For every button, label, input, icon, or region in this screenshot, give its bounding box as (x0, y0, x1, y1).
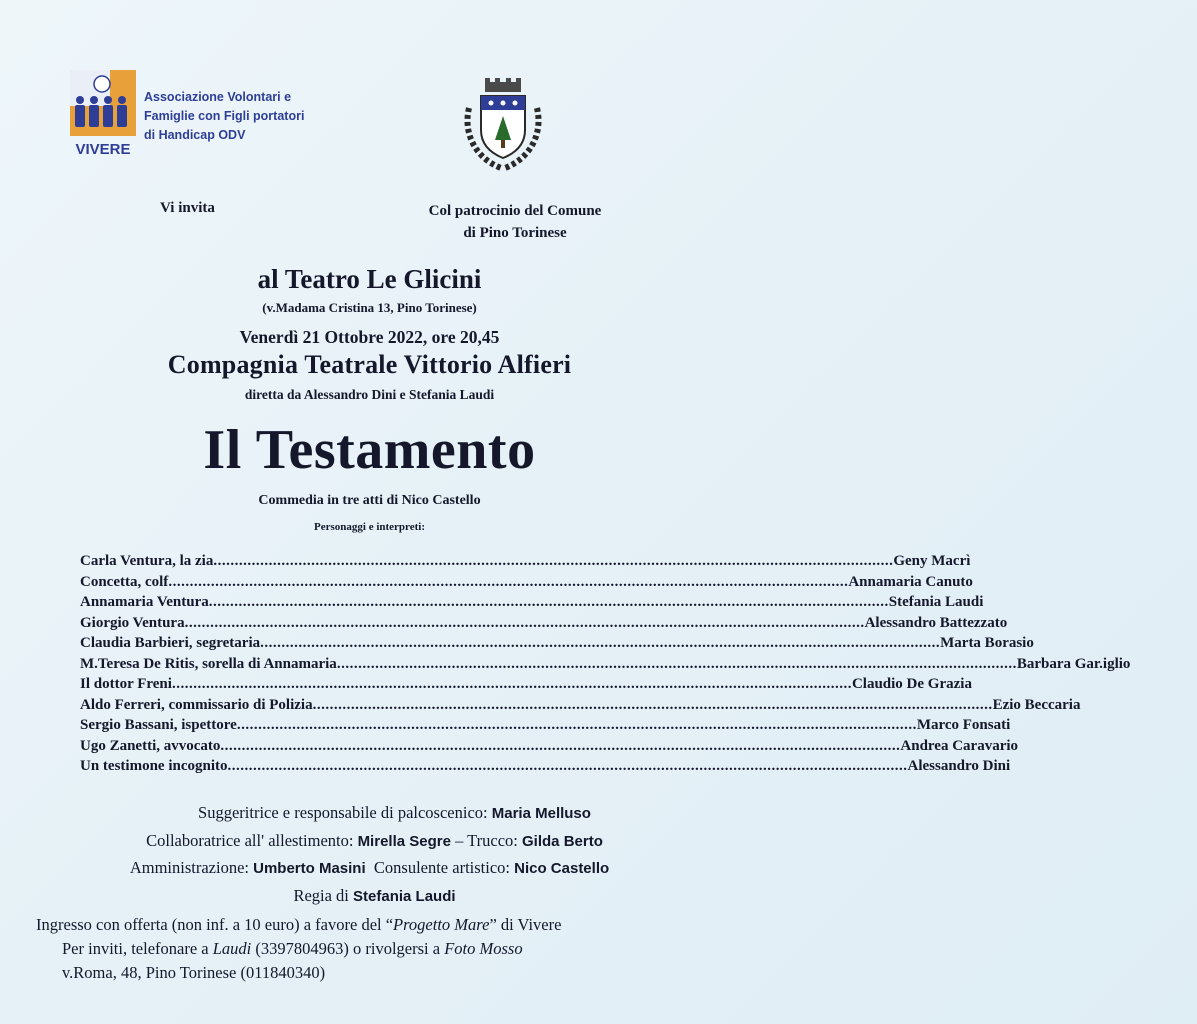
credit-name: Stefania Laudi (353, 887, 456, 905)
play-title (0, 418, 739, 482)
patronage-line: di Pino Torinese (463, 225, 567, 241)
cast-row (80, 696, 1081, 718)
info-block (36, 913, 716, 985)
info-line (36, 913, 716, 937)
cast-actor: Alessandro Dini (907, 758, 1011, 774)
cast-row (80, 737, 1019, 759)
cast-actor: Andrea Caravario (900, 737, 1019, 754)
cast-actor: Stefania Laudi (888, 594, 984, 610)
cast-list (80, 553, 1131, 779)
cast-row (80, 758, 1011, 779)
cast-actor: Barbara Gar.iglio (1016, 655, 1131, 672)
credit-label: Consulente artistico: (373, 858, 510, 877)
cast-actor: Alessandro Battezzato (864, 614, 1008, 631)
credit-label: Amministrazione: (129, 858, 249, 877)
association-name (144, 88, 344, 145)
credit-line (0, 883, 739, 911)
play-subtitle: Commedia in tre atti di Nico Castello (258, 493, 481, 508)
venue-title: al Teatro Le Glicini (257, 264, 482, 294)
association-line: Associazione Volontari e (144, 90, 292, 104)
info-line: v.Roma, 48, Pino Torinese (011840340) (62, 963, 326, 982)
cast-row (80, 635, 1034, 656)
leader-dots: ................................................................................................................................................................ (227, 758, 908, 774)
cast-actor: Annamaria Canuto (848, 573, 973, 590)
credit-name: Umberto Masini (253, 860, 366, 877)
leader-dots: ................................................................................................................................................................ (208, 594, 889, 610)
credit-name: Mirella Segre (357, 832, 451, 850)
cast-actor: Marco Fonsati (916, 717, 1011, 733)
patronage-line: Col patrocinio del Comune (428, 203, 602, 219)
cast-actor: Geny Macrì (893, 553, 971, 569)
credit-name: Gilda Berto (522, 832, 603, 850)
leader-dots: ................................................................................................................................................................ (184, 614, 865, 631)
vivere-logo (70, 70, 136, 160)
credit-line (0, 828, 739, 856)
project-name: Progetto Mare (393, 915, 490, 934)
credit-label: Regia di (293, 885, 349, 905)
cast-role: Sergio Bassani, ispettore (80, 717, 237, 733)
cast-row (80, 573, 973, 595)
leader-dots: ................................................................................................................................................................ (260, 635, 941, 651)
cast-role: Aldo Ferreri, commissario di Polizia (80, 696, 313, 713)
cast-row (80, 676, 972, 697)
credit-label: – Trucco: (455, 830, 518, 850)
leader-dots: ................................................................................................................................................................ (312, 696, 993, 713)
leader-dots: ................................................................................................................................................................ (168, 573, 849, 590)
vivere-logo-icon (70, 70, 136, 160)
play-title-word: Il (203, 419, 242, 481)
info-text: Ingresso con offerta (non inf. a 10 euro) a favore del “ (36, 915, 394, 934)
leader-dots: ................................................................................................................................................................ (336, 655, 1017, 672)
cast-row (80, 717, 1011, 738)
leader-dots: ................................................................................................................................................................ (220, 737, 901, 754)
cast-row (80, 614, 1008, 636)
event-date: Venerdì 21 Ottobre 2022, ore 20,45 (239, 327, 500, 347)
cast-role: Claudia Barbieri, segretaria (80, 635, 261, 651)
credit-label: Collaboratrice all' allestimento: (146, 830, 354, 850)
credit-label: Suggeritrice e responsabile di palcoscenico: (198, 803, 488, 822)
credit-name: Maria Melluso (491, 805, 591, 822)
association-line: Famiglie con Figli portatori (144, 109, 305, 123)
cast-role: Concetta, colf (80, 573, 169, 590)
cast-actor: Marta Borasio (940, 635, 1034, 651)
municipal-crest (455, 78, 551, 174)
cast-role: M.Teresa De Ritis, sorella di Annamaria (80, 655, 337, 672)
info-text: Per inviti, telefonare a (62, 939, 213, 958)
cast-role: Il dottor Freni (80, 676, 172, 692)
logo-text: VIVERE (75, 141, 131, 158)
cast-row (80, 553, 971, 574)
shop-name: Foto Mosso (444, 939, 523, 958)
info-text: ” di Vivere (489, 915, 562, 934)
invitation-text: Vi invita (160, 200, 215, 216)
leader-dots: ................................................................................................................................................................ (171, 676, 852, 692)
play-title-word: Testamento (255, 419, 536, 481)
association-line: di Handicap ODV (144, 128, 246, 142)
cast-row (80, 655, 1131, 677)
cast-heading: Personaggi e interpreti: (314, 521, 425, 533)
credit-name: Nico Castello (514, 860, 610, 877)
patronage-text (395, 200, 635, 244)
cast-role: Ugo Zanetti, avvocato (80, 737, 221, 754)
credit-line (0, 800, 739, 828)
direction-credit: diretta da Alessandro Dini e Stefania Laudi (244, 387, 495, 402)
credits-block (0, 800, 739, 910)
contact-name: Laudi (212, 939, 252, 958)
credit-line (0, 855, 739, 883)
info-text: (3397804963) o rivolgersi a (251, 939, 445, 958)
cast-actor: Ezio Beccaria (992, 696, 1081, 713)
cast-row (80, 594, 984, 615)
company-name: Compagnia Teatrale Vittorio Alfieri (167, 350, 572, 379)
cast-role: Un testimone incognito (80, 758, 228, 774)
cast-role: Giorgio Ventura (80, 614, 185, 631)
cast-role: Carla Ventura, la zia (80, 553, 214, 569)
info-line (36, 937, 716, 961)
leader-dots: ................................................................................................................................................................ (213, 553, 894, 569)
cast-actor: Claudio De Grazia (851, 676, 972, 692)
coat-of-arms-icon (455, 78, 551, 174)
venue-address: (v.Madama Cristina 13, Pino Torinese) (262, 300, 477, 315)
cast-role: Annamaria Ventura (80, 594, 209, 610)
leader-dots: ................................................................................................................................................................ (236, 717, 917, 733)
